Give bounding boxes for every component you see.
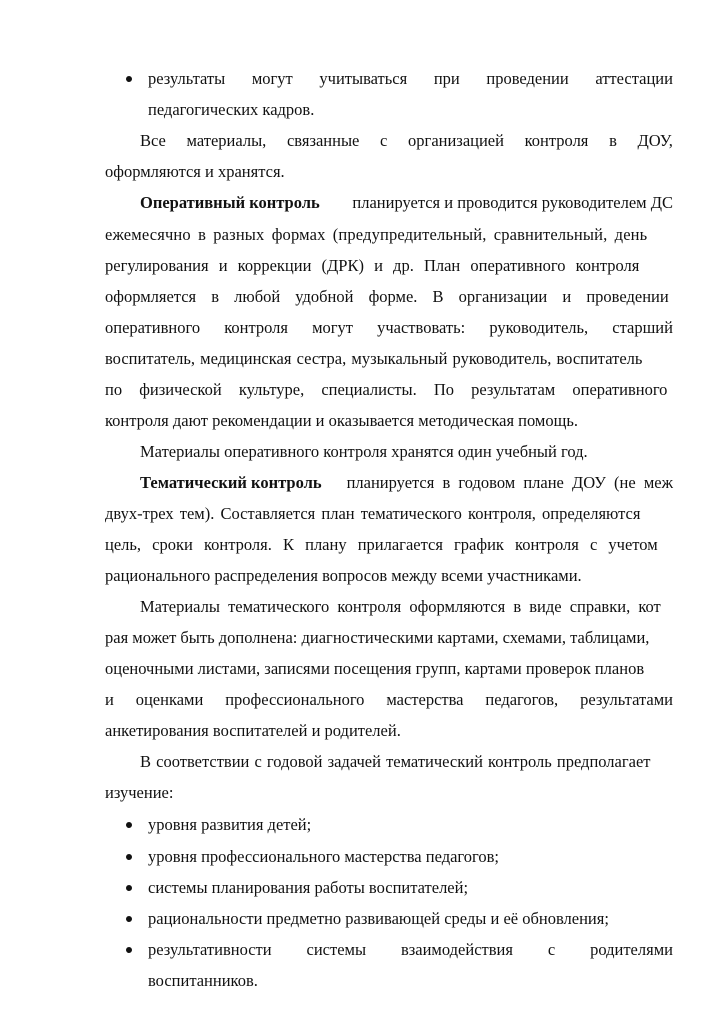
word: мастерства xyxy=(386,690,464,709)
word: руководитель, xyxy=(489,318,589,337)
word: системы xyxy=(306,940,367,959)
word: материалы, xyxy=(186,131,267,150)
bold-term: Оперативный контроль xyxy=(140,193,320,212)
bold-term: Тематический контроль xyxy=(140,473,322,492)
word: связанные xyxy=(286,131,360,150)
paragraph-line xyxy=(105,690,673,710)
paragraph-line: В соответствии с годовой задачей тематический контроль предполагает xyxy=(140,752,651,771)
paragraph-line: рая может быть дополнена: диагностическими картами, схемами, таблицами, xyxy=(105,628,650,647)
word: старший xyxy=(612,318,673,337)
word: участвовать: xyxy=(377,318,466,337)
paragraph-line: оформляются и хранятся. xyxy=(105,162,285,181)
paragraph-line: ежемесячно в разных формах (предупредительный, сравнительный, день xyxy=(105,225,648,244)
bullet-marker xyxy=(126,916,132,922)
word: учитываться xyxy=(319,69,408,88)
word: результативности xyxy=(148,940,272,959)
word: ДОУ, xyxy=(637,131,673,150)
word: могут xyxy=(251,69,293,88)
word: проведении xyxy=(486,69,569,88)
bullet-marker xyxy=(126,885,132,891)
word: профессионального xyxy=(225,690,365,709)
paragraph-line: рационального распределения вопросов между всеми участниками. xyxy=(105,566,582,585)
paragraph-line xyxy=(140,131,673,151)
paragraph-line: изучение: xyxy=(105,783,174,802)
paragraph-line: анкетирования воспитателей и родителей. xyxy=(105,721,401,740)
paragraph-line xyxy=(140,473,673,493)
word: контроля xyxy=(224,318,288,337)
word: Все xyxy=(140,131,166,150)
word: организацией xyxy=(408,131,504,150)
word: результаты xyxy=(148,69,226,88)
word: в xyxy=(609,131,617,150)
word: при xyxy=(433,69,460,88)
list-item-continuation: воспитанников. xyxy=(148,971,258,990)
text-run: планируется и проводится руководителем ДС xyxy=(352,193,673,212)
text-run: планируется в годовом плане ДОУ (не меж xyxy=(346,473,673,492)
paragraph-line: по физической культуре, специалисты. По результатам оперативного xyxy=(105,380,668,399)
list-item: рациональности предметно развивающей среды и её обновления; xyxy=(148,909,609,928)
word: взаимодействия xyxy=(400,940,513,959)
word: педагогов, xyxy=(485,690,559,709)
bullet-text-line: педагогических кадров. xyxy=(148,100,315,119)
bullet-marker xyxy=(126,947,132,953)
list-item: уровня профессионального мастерства педагогов; xyxy=(148,847,499,866)
word: с xyxy=(547,940,556,959)
word: результатами xyxy=(580,690,673,709)
bullet-marker xyxy=(126,822,132,828)
paragraph-line xyxy=(105,318,673,338)
bullet-text-line xyxy=(148,69,673,89)
word: оценками xyxy=(135,690,204,709)
list-item xyxy=(148,940,673,960)
word: родителями xyxy=(590,940,673,959)
paragraph-line: цель, сроки контроля. К плану прилагается график контроля с учетом xyxy=(105,535,658,554)
list-item: системы планирования работы воспитателей; xyxy=(148,878,469,897)
paragraph-line: Материалы тематического контроля оформляются в виде справки, кот xyxy=(140,597,661,616)
paragraph-line: контроля дают рекомендации и оказывается методическая помощь. xyxy=(105,411,578,430)
paragraph-line: оформляется в любой удобной форме. В организации и проведении xyxy=(105,287,669,306)
list-item: уровня развития детей; xyxy=(148,815,312,834)
paragraph-line xyxy=(140,193,673,213)
word: могут xyxy=(312,318,353,337)
bullet-marker xyxy=(126,854,132,860)
paragraph-line: двух-трех тем). Составляется план тематического контроля, определяются xyxy=(105,504,641,523)
paragraph-line: регулирования и коррекции (ДРК) и др. План оперативного контроля xyxy=(105,256,640,275)
word: аттестации xyxy=(595,69,673,88)
bullet-marker xyxy=(126,76,132,82)
word: оперативного xyxy=(105,318,201,337)
word: контроля xyxy=(524,131,589,150)
paragraph-line: оценочными листами, записями посещения групп, картами проверок планов xyxy=(105,659,645,678)
word: и xyxy=(105,690,114,709)
paragraph-line: Материалы оперативного контроля хранятся один учебный год. xyxy=(140,442,588,461)
paragraph-line: воспитатель, медицинская сестра, музыкальный руководитель, воспитатель xyxy=(105,349,643,368)
word: с xyxy=(380,131,388,150)
